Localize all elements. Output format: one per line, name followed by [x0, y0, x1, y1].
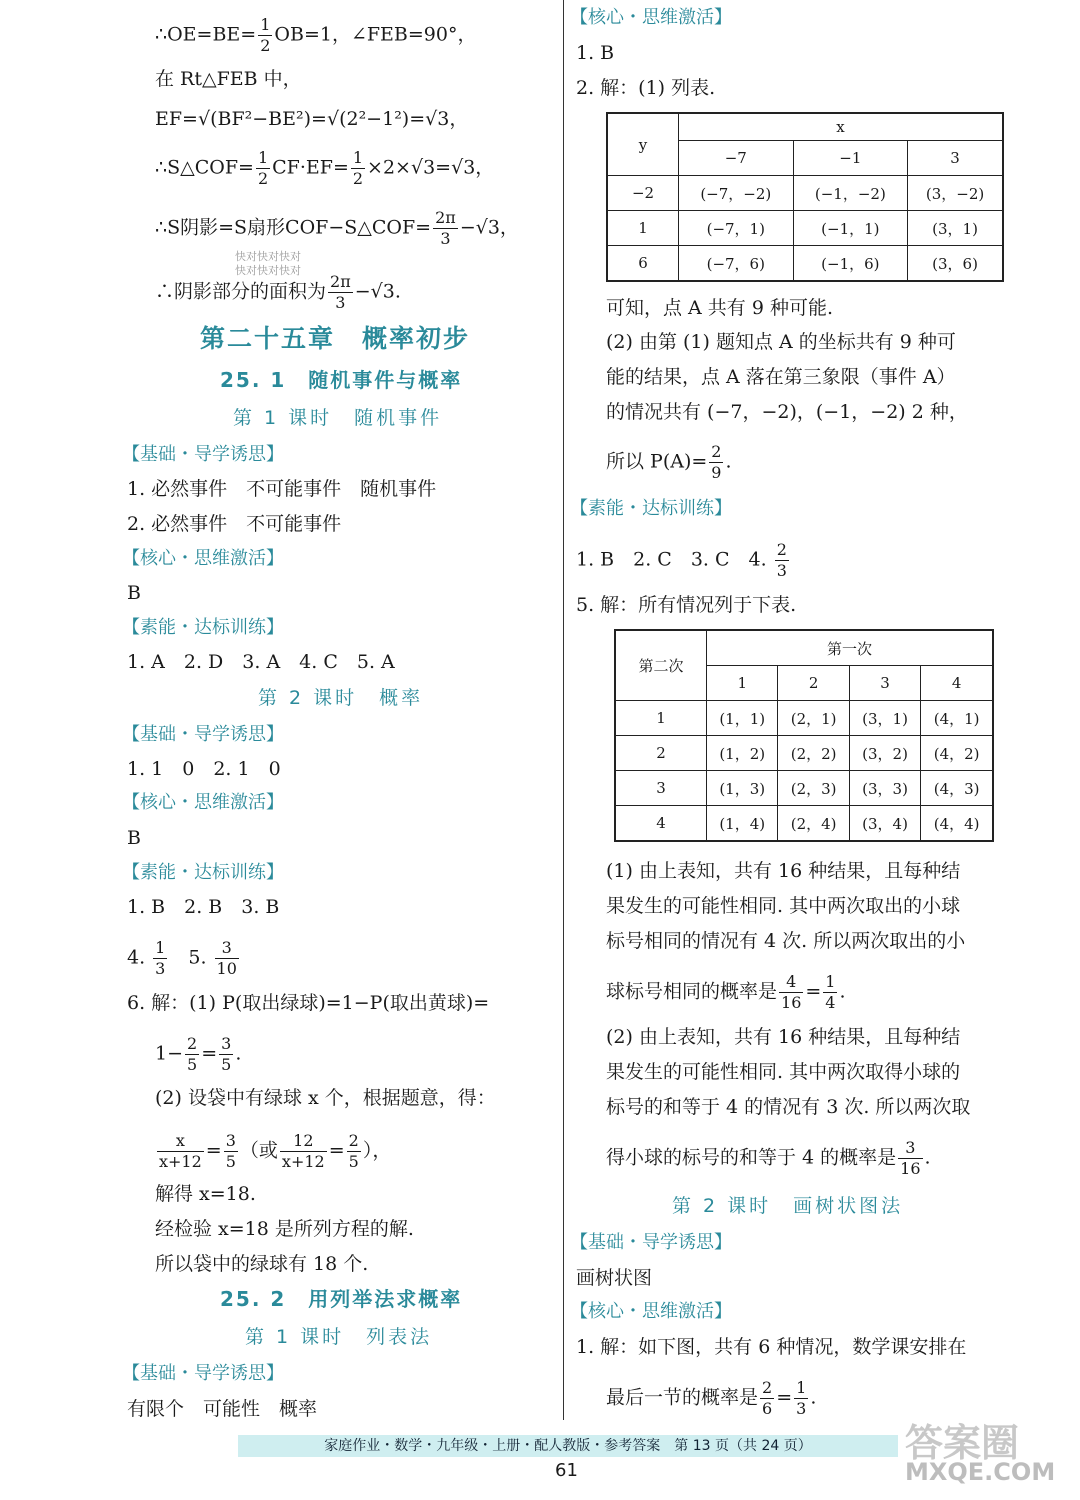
fraction: $\frac{2\pi}{3}$ [330, 272, 351, 312]
row-header: 4 [615, 806, 707, 842]
fraction: $\frac{1}{4}$ [825, 972, 836, 1012]
chapter-title: 第二十五章 概率初步 [200, 324, 471, 353]
answer-line: 1. B [576, 42, 615, 64]
proof-line-4: ∴S△COF= $\frac{1}{2}$ CF·EF= $\frac{1}{2}$ ×2×√3=√3， [155, 148, 495, 188]
table-cell: (3，6) [908, 246, 1003, 282]
column-header: −7 [679, 141, 794, 176]
proof-line-3: EF=√(BF²−BE²)=√(2²−1²)=√3， [155, 108, 469, 130]
watermark-site: MXQE.COM [905, 1458, 1056, 1486]
outcome-table [614, 629, 994, 842]
answer-line: 1. A 2. D 3. A 4. C 5. A [127, 651, 395, 673]
table-cell: (2，1) [778, 701, 849, 736]
coordinate-table [606, 112, 1004, 282]
fraction: $\frac{2}{5}$ [348, 1131, 359, 1171]
section-title: 25. 1 随机事件与概率 [220, 368, 463, 392]
page-footer: 家庭作业・数学・九年级・上册・配人教版・参考答案 第 13 页（共 24 页） [238, 1435, 898, 1457]
equation-line: $\frac{x}{x+12}$ = $\frac{3}{5}$ （或 $\frac{12}{x+12}$ = $\frac{2}{5}$ ）， [159, 1131, 392, 1171]
table-cell: (3，2) [849, 736, 920, 771]
answer-line: 2. 必然事件 不可能事件 [127, 513, 342, 535]
answer-line: 4. $\frac{1}{3}$ 5. $\frac{3}{10}$ [127, 938, 237, 978]
proof-line-6: ∴阴影部分的面积为 $\frac{2\pi}{3}$ −√3. [155, 272, 401, 312]
answer-line: B [127, 827, 141, 849]
section-label: 【基础・导学诱思】 [570, 1232, 732, 1253]
table-row [615, 736, 993, 771]
table-cell: (4，4) [921, 806, 993, 842]
fraction: $\frac{1}{2}$ [257, 148, 269, 188]
answer-line: 画树状图 [576, 1267, 653, 1289]
answer-line: 1. 必然事件 不可能事件 随机事件 [127, 478, 437, 500]
answer-line: 球标号相同的概率是 $\frac{4}{16}$ = $\frac{1}{4}$ . [606, 972, 846, 1012]
fraction: $\frac{3}{5}$ [225, 1131, 236, 1171]
section-label: 【基础・导学诱思】 [122, 1363, 284, 1384]
fraction: $\frac{3}{16}$ [900, 1138, 921, 1178]
row-header: 2 [615, 736, 707, 771]
fraction: $\frac{1}{3}$ [796, 1378, 807, 1418]
column-divider [563, 0, 564, 1420]
table-cell: (3，1) [908, 211, 1003, 246]
fraction: $\frac{1}{3}$ [155, 938, 166, 978]
table-cell: (1，4) [707, 806, 778, 842]
page-number: 61 [555, 1460, 578, 1481]
watermark-brand: 答案圈 [905, 1421, 1020, 1465]
section-label: 【素能・达标训练】 [122, 617, 284, 638]
fraction: $\frac{2\pi}{3}$ [435, 208, 456, 248]
section-label: 【素能・达标训练】 [122, 862, 284, 883]
section-label: 【核心・思维激活】 [570, 7, 732, 28]
table-cell: (−7，6) [679, 246, 794, 282]
answer-line: 1. 1 0 2. 1 0 [127, 758, 281, 780]
column-header: 4 [921, 666, 993, 701]
table-cell: (−7，−2) [679, 176, 794, 211]
answer-line: B [127, 582, 141, 604]
table-cell: (3，3) [849, 771, 920, 806]
fraction: $\frac{4}{16}$ [781, 972, 802, 1012]
fraction: $\frac{2}{9}$ [711, 442, 722, 482]
answer-line: 能的结果，点 A 落在第三象限（事件 A） [606, 366, 956, 388]
fraction: $\frac{1}{2}$ [352, 148, 364, 188]
answer-line: 所以袋中的绿球有 18 个. [155, 1253, 369, 1275]
answer-line: (2) 由第 (1) 题知点 A 的坐标共有 9 种可 [606, 331, 956, 353]
fraction: $\frac{12}{x+12}$ [281, 1131, 325, 1171]
table-cell: (2，3) [778, 771, 849, 806]
answer-line: 1− $\frac{2}{5}$ = $\frac{3}{5}$ . [155, 1034, 242, 1074]
table-row [607, 176, 1003, 211]
table-cell: (−1，−2) [793, 176, 908, 211]
fraction: $\frac{2}{3}$ [776, 540, 787, 580]
table-cell: (1，1) [707, 701, 778, 736]
answer-line: 解得 x=18. [155, 1183, 256, 1205]
answer-line: 5. 解：所有情况列于下表. [576, 594, 797, 616]
section-label: 【核心・思维激活】 [122, 548, 284, 569]
column-header: 1 [707, 666, 778, 701]
column-header: 2 [778, 666, 849, 701]
answer-line: (1) 由上表知，共有 16 种结果，且每种结 [606, 860, 961, 882]
table-cell: (−1，1) [793, 211, 908, 246]
table-cell: (3，4) [849, 806, 920, 842]
row-header: 1 [607, 211, 679, 246]
answer-line: (2) 设袋中有绿球 x 个，根据题意，得： [155, 1087, 496, 1109]
lesson-title: 第 1 课时 列表法 [245, 1326, 433, 1348]
answer-line: 标号相同的情况有 4 次. 所以两次取出的小 [606, 930, 966, 952]
table-cell: (2，2) [778, 736, 849, 771]
table-cell: (−1，6) [793, 246, 908, 282]
table-cell: (2，4) [778, 806, 849, 842]
table-row [615, 701, 993, 736]
answer-line: 的情况共有 (−7，−2)，(−1，−2) 2 种， [606, 401, 968, 423]
table-cell: (−7，1) [679, 211, 794, 246]
answer-line: 2. 解：(1) 列表. [576, 77, 716, 99]
proof-line-2: 在 Rt△FEB 中， [155, 68, 302, 90]
section-label: 【核心・思维激活】 [570, 1301, 732, 1322]
table-corner: y [607, 113, 679, 176]
table-header: 第一次 [707, 630, 994, 666]
section-label: 【素能・达标训练】 [570, 498, 732, 519]
column-header: 3 [908, 141, 1003, 176]
column-header: 3 [849, 666, 920, 701]
fraction: $\frac{2}{6}$ [762, 1378, 773, 1418]
table-cell: (3，1) [849, 701, 920, 736]
fraction: $\frac{3}{10}$ [216, 938, 237, 978]
proof-line-5: ∴S阴影=S扇形COF−S△COF= $\frac{2\pi}{3}$ −√3， [155, 208, 519, 248]
row-header: 1 [615, 701, 707, 736]
table-row [607, 246, 1003, 282]
section-label: 【基础・导学诱思】 [122, 724, 284, 745]
table-cell: (3，−2) [908, 176, 1003, 211]
row-header: 6 [607, 246, 679, 282]
table-cell: (1，3) [707, 771, 778, 806]
answer-line: 1. B 2. C 3. C 4. $\frac{2}{3}$ [576, 540, 787, 580]
answer-line: 有限个 可能性 概率 [127, 1398, 318, 1420]
watermark-small: 快对快对快对 快对快对快对 [235, 250, 301, 277]
answer-line: 1. 解：如下图，共有 6 种情况，数学课安排在 [576, 1336, 967, 1358]
table-row [615, 806, 993, 842]
section-label: 【核心・思维激活】 [122, 792, 284, 813]
table-cell: (4，2) [921, 736, 993, 771]
answer-line: 所以 P(A)= $\frac{2}{9}$ . [606, 442, 732, 482]
section-title: 25. 2 用列举法求概率 [220, 1287, 463, 1311]
answer-line: (2) 由上表知，共有 16 种结果，且每种结 [606, 1026, 961, 1048]
proof-line-1: ∴OE=BE= $\frac{1}{2}$ OB=1，∠FEB=90°， [155, 15, 477, 55]
table-row [615, 771, 993, 806]
column-header: −1 [793, 141, 908, 176]
fraction: $\frac{1}{2}$ [260, 15, 271, 55]
row-header: 3 [615, 771, 707, 806]
fraction: $\frac{x}{x+12}$ [159, 1131, 202, 1171]
table-header: x [679, 113, 1004, 141]
table-cell: (4，3) [921, 771, 993, 806]
table-cell: (4，1) [921, 701, 993, 736]
fraction: $\frac{3}{5}$ [221, 1034, 232, 1074]
answer-line: 可知，点 A 共有 9 种可能. [606, 297, 834, 319]
lesson-title: 第 1 课时 随机事件 [233, 407, 443, 429]
table-cell: (1，2) [707, 736, 778, 771]
lesson-title: 第 2 课时 画树状图法 [672, 1195, 904, 1217]
section-label: 【基础・导学诱思】 [122, 444, 284, 465]
table-row [607, 211, 1003, 246]
answer-line: 果发生的可能性相同. 其中两次取出的小球 [606, 895, 961, 917]
answer-line: 最后一节的概率是 $\frac{2}{6}$ = $\frac{1}{3}$ . [606, 1378, 817, 1418]
answer-line: 果发生的可能性相同. 其中两次取得小球的 [606, 1061, 961, 1083]
answer-line: 经检验 x=18 是所列方程的解. [155, 1218, 414, 1240]
answer-line: 1. B 2. B 3. B [127, 896, 280, 918]
answer-line: 得小球的标号的和等于 4 的概率是 $\frac{3}{16}$ . [606, 1138, 931, 1178]
table-corner: 第二次 [615, 630, 707, 701]
lesson-title: 第 2 课时 概率 [258, 687, 424, 709]
row-header: −2 [607, 176, 679, 211]
fraction: $\frac{2}{5}$ [187, 1034, 198, 1074]
answer-line: 标号的和等于 4 的情况有 3 次. 所以两次取 [606, 1096, 971, 1118]
answer-line: 6. 解：(1) P(取出绿球)=1−P(取出黄球)= [127, 992, 490, 1014]
